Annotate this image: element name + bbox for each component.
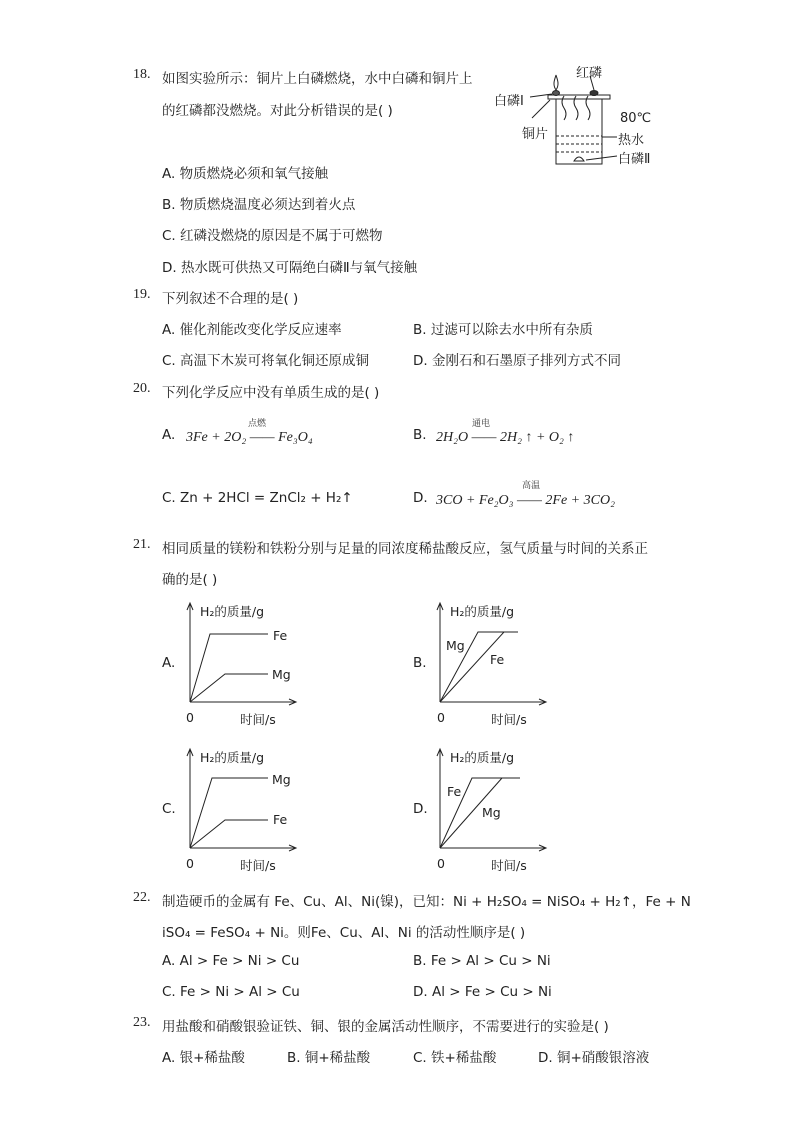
q18-option-d[interactable]: D. 热水既可供热又可隔绝白磷Ⅱ与氧气接触	[162, 260, 418, 276]
q23-option-b[interactable]: B. 铜+稀盐酸	[287, 1050, 371, 1066]
curve-fe	[190, 634, 268, 702]
q20-option-d-condition: 高温	[522, 481, 541, 491]
q21-option-d-label[interactable]: D.	[413, 801, 428, 817]
q21-stem-line1: 相同质量的镁粉和铁粉分别与足量的同浓度稀盐酸反应，氢气质量与时间的关系正	[162, 541, 648, 557]
graph-a-label-upper: Fe	[273, 628, 288, 643]
graph-d-label-steep: Fe	[447, 784, 462, 799]
graph-b-xlabel: 时间/s	[491, 712, 527, 727]
curve-mg	[190, 778, 268, 848]
graph-d-origin: 0	[437, 856, 445, 871]
graph-b-label-steep: Mg	[446, 638, 465, 653]
q19-option-a[interactable]: A. 催化剂能改变化学反应速率	[162, 322, 342, 338]
q23-option-a[interactable]: A. 银+稀盐酸	[162, 1050, 245, 1066]
q18-number: 18.	[133, 67, 151, 82]
label-white-phosphorus-2: 白磷Ⅱ	[618, 152, 651, 167]
label-temperature: 80℃	[620, 111, 652, 126]
q20-option-d-equation: 3CO + Fe₂O₃ —— 2Fe + 3CO₂	[436, 493, 615, 508]
white-phosphorus-2	[574, 157, 584, 161]
q20-option-a-condition: 点燃	[248, 419, 267, 429]
label-copper-plate: 铜片	[522, 127, 549, 142]
graph-d-xlabel: 时间/s	[491, 858, 527, 873]
q20-stem: 下列化学反应中没有单质生成的是( )	[162, 385, 380, 401]
graph-a-ylabel: H₂的质量/g	[200, 604, 265, 619]
q23-stem: 用盐酸和硝酸银验证铁、铜、银的金属活动性顺序，不需要进行的实验是( )	[162, 1019, 609, 1035]
q20-option-c[interactable]: C. Zn + 2HCl = ZnCl₂ + H₂↑	[162, 490, 353, 506]
q19-option-b[interactable]: B. 过滤可以除去水中所有杂质	[413, 322, 593, 338]
q21-option-a-label[interactable]: A.	[162, 655, 176, 671]
graph-c-xlabel: 时间/s	[240, 858, 276, 873]
graph-c-ylabel: H₂的质量/g	[200, 750, 265, 765]
q23-option-d[interactable]: D. 铜+硝酸银溶液	[538, 1050, 650, 1066]
q18-option-b[interactable]: B. 物质燃烧温度必须达到着火点	[162, 197, 356, 213]
label-hot-water: 热水	[618, 133, 645, 148]
q21-option-c-label[interactable]: C.	[162, 801, 176, 817]
label-red-phosphorus: 红磷	[576, 66, 603, 81]
q19-option-c[interactable]: C. 高温下木炭可将氧化铜还原成铜	[162, 353, 370, 369]
label-white-phosphorus-1: 白磷Ⅰ	[494, 94, 524, 109]
graph-b-ylabel: H₂的质量/g	[450, 604, 515, 619]
q22-stem-line2: iSO₄ = FeSO₄ + Ni。则Fe、Cu、Al、Ni 的活动性顺序是( )	[162, 925, 526, 941]
q22-stem-line1: 制造硬币的金属有 Fe、Cu、Al、Ni(镍)，已知：Ni + H₂SO₄ = NiSO₄ + H₂↑，Fe + N	[162, 894, 691, 910]
graph-c-origin: 0	[186, 856, 194, 871]
curve-mg	[190, 674, 268, 702]
graph-c-label-upper: Mg	[272, 772, 291, 787]
graph-a-label-lower: Mg	[272, 667, 291, 682]
flame	[554, 75, 558, 90]
q19-stem: 下列叙述不合理的是( )	[162, 291, 299, 307]
q22-option-b[interactable]: B. Fe > Al > Cu > Ni	[413, 953, 551, 969]
graph-d-label-shallow: Mg	[482, 805, 501, 820]
q23-number: 23.	[133, 1015, 151, 1030]
graph-b-label-shallow: Fe	[490, 652, 505, 667]
q22-option-d[interactable]: D. Al > Fe > Cu > Ni	[413, 984, 552, 1000]
q21-stem-line2: 确的是( )	[162, 572, 218, 588]
q20-option-b-equation: 2H₂O —— 2H₂ ↑ + O₂ ↑	[436, 430, 575, 445]
q18-option-c[interactable]: C. 红磷没燃烧的原因是不属于可燃物	[162, 228, 383, 244]
q18-stem-line2: 的红磷都没燃烧。对此分析错误的是( )	[162, 103, 393, 119]
q22-number: 22.	[133, 890, 151, 905]
q20-option-a-label[interactable]: A.	[162, 427, 176, 443]
q18-stem-line1: 如图实验所示：铜片上白磷燃烧，水中白磷和铜片上	[162, 71, 473, 87]
red-phosphorus	[590, 91, 598, 96]
q21-option-b-label[interactable]: B.	[413, 655, 427, 671]
q22-option-a[interactable]: A. Al > Fe > Ni > Cu	[162, 953, 300, 969]
q23-option-c[interactable]: C. 铁+稀盐酸	[413, 1050, 497, 1066]
q18-option-a[interactable]: A. 物质燃烧必须和氧气接触	[162, 166, 329, 182]
curve-fe	[190, 820, 268, 848]
q20-option-b-label[interactable]: B.	[413, 427, 427, 443]
graph-a-xlabel: 时间/s	[240, 712, 276, 727]
q21-number: 21.	[133, 537, 151, 552]
graph-d-ylabel: H₂的质量/g	[450, 750, 515, 765]
white-phosphorus-1	[553, 91, 560, 96]
q19-number: 19.	[133, 287, 151, 302]
q20-option-d-label[interactable]: D.	[413, 490, 428, 506]
q20-option-b-condition: 通电	[472, 419, 491, 429]
graph-a-origin: 0	[186, 710, 194, 725]
graph-b-origin: 0	[437, 710, 445, 725]
beaker	[556, 98, 602, 164]
q22-option-c[interactable]: C. Fe > Ni > Al > Cu	[162, 984, 300, 1000]
q20-option-a-equation: 3Fe + 2O₂ —— Fe₃O₄	[186, 430, 313, 445]
graph-c-label-lower: Fe	[273, 812, 288, 827]
q19-option-d[interactable]: D. 金刚石和石墨原子排列方式不同	[413, 353, 621, 369]
q20-number: 20.	[133, 381, 151, 396]
